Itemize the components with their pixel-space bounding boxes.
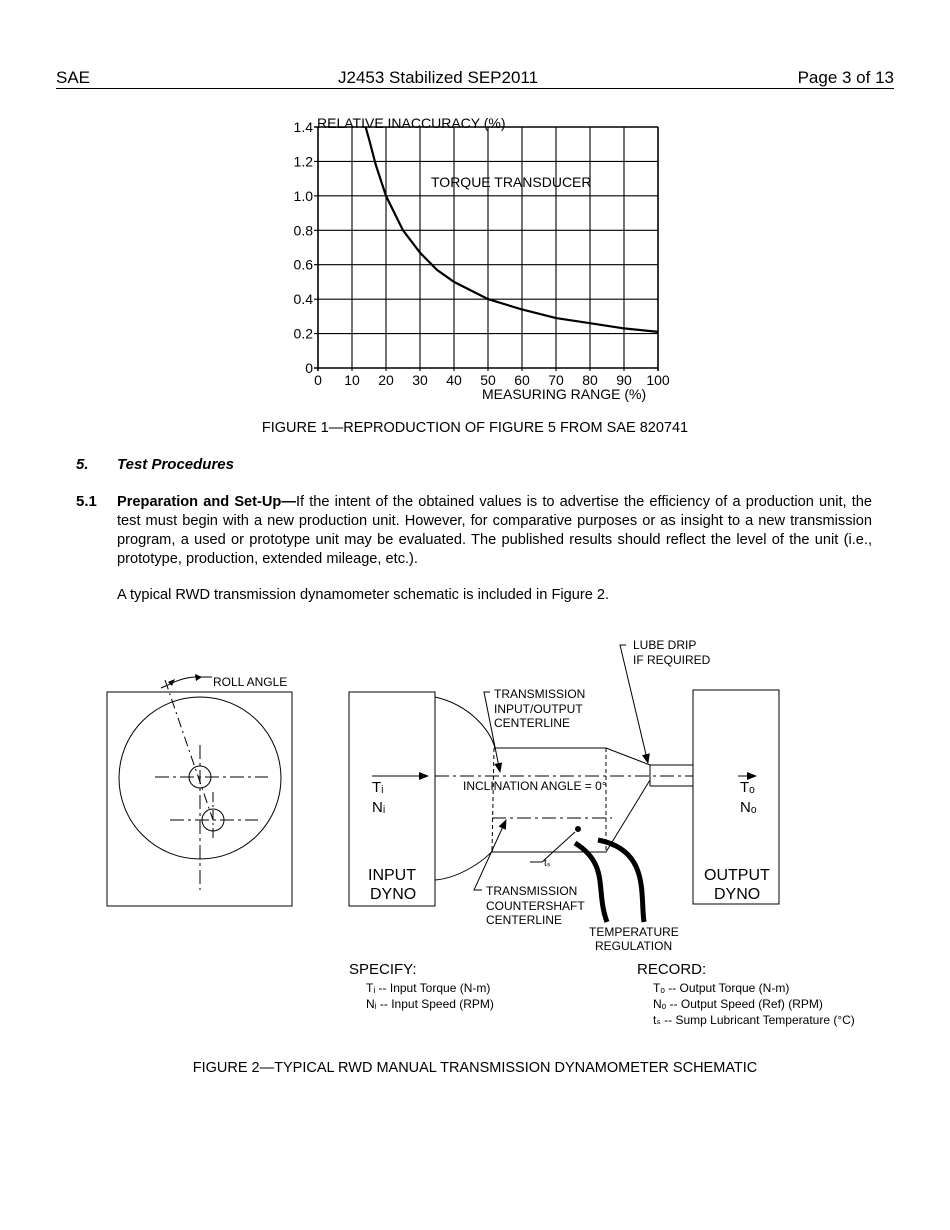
specify-item-2: Nᵢ -- Input Speed (RPM) xyxy=(366,997,494,1011)
record-title: RECORD: xyxy=(637,961,707,978)
x-tick-label: 100 xyxy=(646,372,670,388)
x-tick-label: 40 xyxy=(446,372,462,388)
ni-label: Nᵢ xyxy=(372,799,386,816)
y-tick-label: 0.6 xyxy=(293,256,313,273)
bell-housing-bottom xyxy=(435,850,493,880)
x-tick-label: 10 xyxy=(344,372,360,388)
bell-housing-top xyxy=(435,697,495,748)
no-label: Nₒ xyxy=(740,799,757,816)
x-tick-label: 0 xyxy=(314,372,322,388)
y-tick-label: 1.2 xyxy=(293,153,313,170)
section-5-1-paragraph-2: A typical RWD transmission dynamometer schematic is included in Figure 2. xyxy=(117,587,610,603)
x-tick-label: 60 xyxy=(514,372,530,388)
record-item-1: Tₒ -- Output Torque (N-m) xyxy=(653,981,790,995)
x-tick-label: 80 xyxy=(582,372,598,388)
header-org: SAE xyxy=(56,68,91,87)
section-5-title: Test Procedures xyxy=(117,456,234,473)
page-header xyxy=(56,68,894,89)
x-tick-label: 30 xyxy=(412,372,428,388)
output-dyno-label-2: DYNO xyxy=(714,886,761,903)
section-5-1-text: If the intent of the obtained values is to advertise the efficiency of a production unit, the test must begin with a new production unit. However, for comparative purposes or as insight to a new transmission program, a used or prototype unit may be evaluated. The published results should reflect the level of the unit (i.e., prototype, production, extended mileage, etc.). xyxy=(117,494,873,567)
header-page-number: Page 3 of 13 xyxy=(797,68,894,87)
section-5-number: 5. xyxy=(76,456,89,473)
section-5-1-title: Preparation and Set-Up— xyxy=(117,494,296,510)
y-tick-label: 1.0 xyxy=(293,187,313,204)
input-dyno-label-2: DYNO xyxy=(370,886,417,903)
torque-transducer-curve xyxy=(366,127,658,332)
figure1-ylabel: RELATIVE INACCURACY (%) xyxy=(317,115,506,131)
countershaft-label-3: CENTERLINE xyxy=(486,913,563,927)
figure1-chart xyxy=(270,105,690,410)
figure2-caption: FIGURE 2—TYPICAL RWD MANUAL TRANSMISSION DYNAMOMETER SCHEMATIC xyxy=(192,1060,758,1076)
section-5-1-number: 5.1 xyxy=(76,493,97,510)
output-dyno-label-1: OUTPUT xyxy=(704,867,770,884)
y-tick-label: 0 xyxy=(305,360,313,376)
to-label: Tₒ xyxy=(740,779,755,796)
specify-title: SPECIFY: xyxy=(349,961,417,978)
header-doc-id: J2453 Stabilized SEP2011 xyxy=(338,68,539,87)
y-tick-label: 0.4 xyxy=(293,291,313,308)
figure1-grid xyxy=(314,127,658,371)
figure1-xlabel: MEASURING RANGE (%) xyxy=(482,386,647,402)
y-tick-label: 0.8 xyxy=(293,222,313,239)
x-tick-label: 20 xyxy=(378,372,394,388)
ts-label: tₛ xyxy=(544,858,551,869)
temperature-label-1: TEMPERATURE xyxy=(589,925,679,939)
specify-item-1: Tᵢ -- Input Torque (N-m) xyxy=(366,981,491,995)
lube-drip-label-2: IF REQUIRED xyxy=(633,653,711,667)
figure1-caption: FIGURE 1—REPRODUCTION OF FIGURE 5 FROM SAE 820741 xyxy=(261,420,689,436)
section-5-1-paragraph xyxy=(117,493,872,569)
ti-label: Tᵢ xyxy=(372,779,384,796)
y-tick-label: 0.2 xyxy=(293,325,313,342)
trans-io-label-1: TRANSMISSION xyxy=(494,687,586,701)
y-tick-label: 1.4 xyxy=(293,119,313,135)
trans-io-label-3: CENTERLINE xyxy=(494,716,571,730)
figure2-schematic xyxy=(100,630,870,1030)
x-tick-label: 90 xyxy=(616,372,632,388)
trans-io-label-2: INPUT/OUTPUT xyxy=(494,702,583,716)
figure1-annotation: TORQUE TRANSDUCER xyxy=(431,174,592,190)
figure1-tick-labels xyxy=(294,119,670,388)
input-dyno-label-1: INPUT xyxy=(368,867,416,884)
inclination-angle-label: INCLINATION ANGLE = 0° xyxy=(463,779,607,793)
record-item-3: tₛ -- Sump Lubricant Temperature (°C) xyxy=(653,1013,855,1027)
countershaft-label-1: TRANSMISSION xyxy=(486,884,578,898)
temperature-label-2: REGULATION xyxy=(595,939,673,953)
x-tick-label: 70 xyxy=(548,372,564,388)
countershaft-label-2: COUNTERSHAFT xyxy=(486,899,585,913)
record-item-2: Nₒ -- Output Speed (Ref) (RPM) xyxy=(653,997,823,1011)
roll-angle-label: ROLL ANGLE xyxy=(213,675,288,689)
lube-drip-label-1: LUBE DRIP xyxy=(633,638,697,652)
x-tick-label: 50 xyxy=(480,372,496,388)
transmission-top xyxy=(494,748,650,765)
